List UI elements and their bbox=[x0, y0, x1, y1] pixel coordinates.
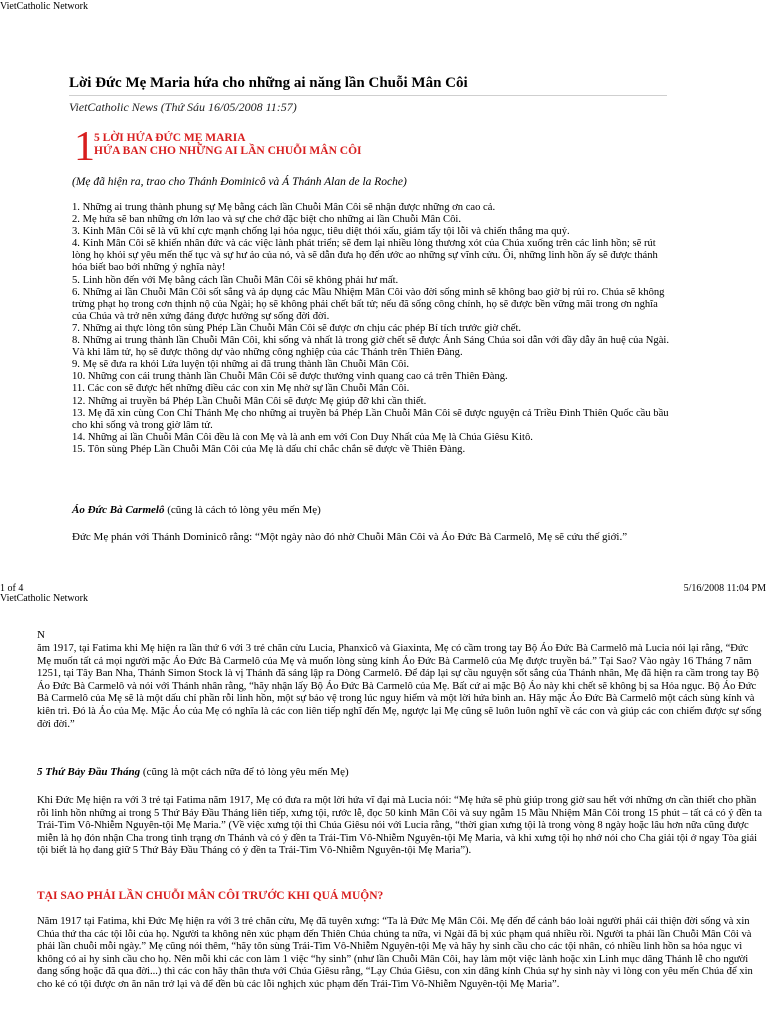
page2-header: VietCatholic Network bbox=[0, 593, 88, 604]
promise-item: 11. Các con sẽ được hết những điều các con xin Mẹ nhờ sự lần Chuỗi Mân Côi. bbox=[72, 383, 410, 395]
promise-item: 1. Những ai trung thành phung sự Mẹ bằng cách lần Chuỗi Mân Côi sẽ nhận được những ơn cao cả. bbox=[72, 202, 496, 213]
drop-letter: N bbox=[37, 629, 45, 641]
red-heading-line2: HỨA BAN CHO NHỮNG AI LẦN CHUỖI MÂN CÔI bbox=[94, 145, 362, 157]
ao-section-heading bbox=[72, 504, 321, 516]
print-datetime: 5/16/2008 11:04 PM bbox=[683, 583, 766, 594]
big-number: 1 bbox=[74, 124, 95, 170]
first-saturdays-paragraph: Khi Đức Mẹ hiện ra với 3 trẻ tại Fatima năm 1917, Mẹ có đưa ra một lời hứa vĩ đại mà Lucia nói: “Mẹ hứa sẽ phù giúp trong giờ sau hết với những ơn cần thiết cho phần rỗi linh hồn những ai trong 5 Thứ Bảy Đầu Tháng liên tiếp, xưng tội, rước lễ, đọc 50 kinh Mân Côi và suy ngẫm 15 Mầu Nhiệm Mân Côi trong 15 phút – tất cả có ý đền ta Trái-Tim Vô-Nhiễm Nguyên-tội Mẹ Maria.” (Về việc xưng tội thì Chúa Giêsu nói với Lucia rằng, “thời gian xưng tội là trong vòng 8 ngày hoặc lâu hơn nữa cũng được miễn là họ đón nhận Cha trong tình trạng ơn Thánh và có ý đền ta Trái-Tim Vô-Nhiễm Nguyên-tội Mẹ Maria, và khi xưng tội họ nhớ nói cho Cha giải tội ở ngay Tòa giải tội biết là họ đang giữ 5 Thứ Bảy Đầu Tháng có ý đền ta Trái-Tim Vô-Nhiễm Nguyên-tội Mẹ Maria”). bbox=[37, 795, 762, 857]
article-title: Lời Đức Mẹ Maria hứa cho những ai năng lần Chuỗi Mân Côi bbox=[69, 74, 667, 96]
article-meta: VietCatholic News (Thứ Sáu 16/05/2008 11:57) bbox=[69, 100, 297, 114]
red-heading-line1: 5 LỜI HỨA ĐỨC MẸ MARIA bbox=[94, 132, 246, 144]
promise-item: 4. Kinh Mân Côi sẽ khiến nhân đức và các việc lành phát triển; sẽ đem lại nhiều lòng thương xót của Chúa xuống trên các linh hồn; sẽ rút lòng họ khỏi sự yêu mến thế tục và sự hư ảo của nó, và sẽ dẫn đưa họ đến ước ao những sự vĩnh cửu. Ôi, những linh hồn ấy sẽ được thánh hóa biết bao bởi những ý nghĩa này! bbox=[72, 238, 658, 274]
promise-item: 14. Những ai lần Chuỗi Mân Côi đều là con Mẹ và là anh em với Con Duy Nhất của Mẹ là Chúa Giêsu Kitô. bbox=[72, 431, 533, 443]
page-count: 1 of 4 bbox=[0, 583, 24, 594]
first-saturdays-suffix: (cũng là một cách nữa để tỏ lòng yêu mến Mẹ) bbox=[140, 766, 349, 778]
promise-item: 8. Những ai trung thành lần Chuỗi Mân Côi, khi sống và nhất là trong giờ chết sẽ được Ánh Sáng Chúa soi dẫn với đầy dẫy ân huệ của Ngài. Và khi lâm tử, họ sẽ được thông dự vào những công nghiệp của các Thánh trên Thiên Đàng. bbox=[72, 335, 670, 359]
first-saturdays-title: 5 Thứ Bảy Đầu Tháng bbox=[37, 766, 141, 778]
red-question-heading: TẠI SAO PHẢI LẦN CHUỖI MÂN CÔI TRƯỚC KHI QUÁ MUỘN? bbox=[37, 890, 384, 902]
promise-item: 13. Mẹ đã xin cùng Con Chí Thánh Mẹ cho những ai truyền bá Phép Lần Chuỗi Mân Côi sẽ được nguyện cả Triều Đình Thiên Quốc cầu bầu cho khi sống và trong giờ lâm tử. bbox=[72, 407, 669, 431]
carmelo-paragraph: ăm 1917, tại Fatima khi Mẹ hiện ra lần thứ 6 với 3 trẻ chăn cừu Lucia, Phanxicô và Giaxinta, Mẹ có cầm trong tay Bộ Áo Đức Bà Carmelô mà Lucia nói lại rằng, “Đức Mẹ muốn tất cả mọi người mặc Áo Đức Bà Carmelô của Mẹ và muốn lòng sùng kính Áo Đức Bà Carmelô của Mẹ được truyền bá.” Tại Sao? Vào ngày 16 Tháng 7 năm 1251, tại Tây Ban Nha, Thánh Simon Stock là vị Thánh đã sáng lập ra Dòng Carmelô. Để đáp lại sự cầu nguyện sốt sắng của Thánh nhân, Mẹ đã hiện ra cầm trong tay Bộ Áo Đức Bà Carmelô và nói với Thánh nhân rằng, “hãy nhận lấy Bộ Áo Đức Bà Carmelô của Mẹ. Bất cứ ai mặc Bộ Áo này khi chết sẽ không bị sa Hỏa ngục. Bộ Áo Đức Bà Carmelô của Mẹ sẽ là một dấu chỉ phần rỗi linh hồn, một sự bảo vệ trong lúc nguy hiểm và một lời hứa bình an. Hãy mặc Áo Đức Bà Carmelô một cách sùng kính và kiên trì. Đó là Áo của Mẹ. Mặc Áo của Mẹ có nghĩa là các con liên tiếp nghĩ đến Mẹ, ngược lại Mẹ cũng sẽ luôn luôn nghĩ về các con và giúp các con chiếm được sự sống đời đời.” bbox=[37, 643, 762, 730]
first-saturdays-heading bbox=[37, 766, 349, 778]
promise-item: 5. Linh hồn đến với Mẹ bằng cách lần Chuỗi Mân Côi sẽ không phải hư mất. bbox=[72, 274, 399, 286]
promise-item: 9. Mẹ sẽ đưa ra khỏi Lửa luyện tội những ai đã trung thành lần Chuỗi Mân Côi. bbox=[72, 359, 410, 371]
promise-item: 6. Những ai lần Chuỗi Mân Côi sốt sắng và áp dụng các Mầu Nhiệm Mân Côi vào đời sống mình sẽ không bao giờ bị rủi ro. Chúa sẽ không trừng phạt họ trong cơn thịnh nộ của Ngài; họ sẽ không phải chết bất tử; nếu đã sống công chính, họ sẽ được bền vững mãi trong ơn nghĩa của Chúa và trở nên xứng đáng được hưởng sự sống đời đời. bbox=[72, 286, 665, 322]
promise-item: 3. Kinh Mân Côi sẽ là vũ khí cực mạnh chống lại hỏa ngục, tiêu diệt thói xấu, giảm tẩy tội lỗi và chiến thắng ma quỷ. bbox=[72, 226, 570, 238]
ao-quote: Đức Mẹ phán với Thánh Dominicô rằng: “Một ngày nào đó nhờ Chuỗi Mân Côi và Áo Đức Bà Carmelô, Mẹ sẽ cứu thế giới.” bbox=[72, 531, 628, 543]
promise-item: 2. Mẹ hứa sẽ ban những ơn lớn lao và sự che chở đặc biệt cho những ai lần Chuỗi Mân Côi. bbox=[72, 214, 461, 226]
promise-item: 7. Những ai thực lòng tôn sùng Phép Lần Chuỗi Mân Côi sẽ được ơn chịu các phép Bí tích trước giờ chết. bbox=[72, 322, 522, 334]
article-subtitle: (Mẹ đã hiện ra, trao cho Thánh Đominicô và Á Thánh Alan de la Roche) bbox=[72, 176, 407, 188]
promise-item: 10. Những con cái trung thành lần Chuỗi Mân Côi sẽ được thưởng vinh quang cao cả trên Thiên Đàng. bbox=[72, 371, 508, 383]
site-header: VietCatholic Network bbox=[0, 1, 88, 12]
promise-list bbox=[72, 202, 672, 456]
fatima-paragraph: Năm 1917 tại Fatima, khi Đức Mẹ hiện ra với 3 trẻ chăn cừu, Mẹ đã tuyên xưng: “Ta là Đức Mẹ Mân Côi. Mẹ đến để cảnh báo loài người phải cải thiện đời sống và xin Chúa thứ tha các tội lỗi của họ. Người ta không nên xúc phạm đến Thiên Chúa chúng ta nữa, vì Ngài đã bị xúc phạm quá nhiều rồi. Người ta phải lần Chuỗi Mân Côi và phải lần chuỗi mỗi ngày.” Mẹ cũng nói thêm, “hãy tôn sùng Trái-Tim Vô-Nhiễm Nguyên-tội Mẹ và hãy hy sinh cầu cho các tội nhân, có nhiều linh hồn sa hỏa ngục vì không có ai hy sinh cầu cho họ. Nên mỗi khi các con làm 1 việc “hy sinh” (như lần Chuỗi Mân Côi, hay làm một việc lành hoặc xin Linh mục dâng Thánh lễ cho người đang sống hoặc đã qua đời...) thì các con hãy thân thưa với Chúa Giêsu rằng, “Lạy Chúa Giêsu, con xin dâng kính Chúa sự hy sinh này vì lòng con yêu mến Chúa để xin cho kẻ có tội được ơn ăn năn trở lại và để đền bù các lỗi nghịch xúc phạm đến Trái-Tim Vô-Nhiễm Nguyên-tội Mẹ Maria”. bbox=[37, 916, 753, 990]
red-heading bbox=[94, 132, 362, 158]
promise-item: 12. Những ai truyền bá Phép Lần Chuỗi Mân Côi sẽ được Mẹ giúp đỡ khi cần thiết. bbox=[72, 395, 427, 407]
promise-item: 15. Tôn sùng Phép Lần Chuỗi Mân Côi của Mẹ là dấu chỉ chắc chắn sẽ được về Thiên Đàng. bbox=[72, 443, 466, 455]
ao-title-suffix: (cũng là cách tỏ lòng yêu mến Mẹ) bbox=[164, 504, 321, 516]
ao-title: Áo Đức Bà Carmelô bbox=[72, 504, 165, 516]
